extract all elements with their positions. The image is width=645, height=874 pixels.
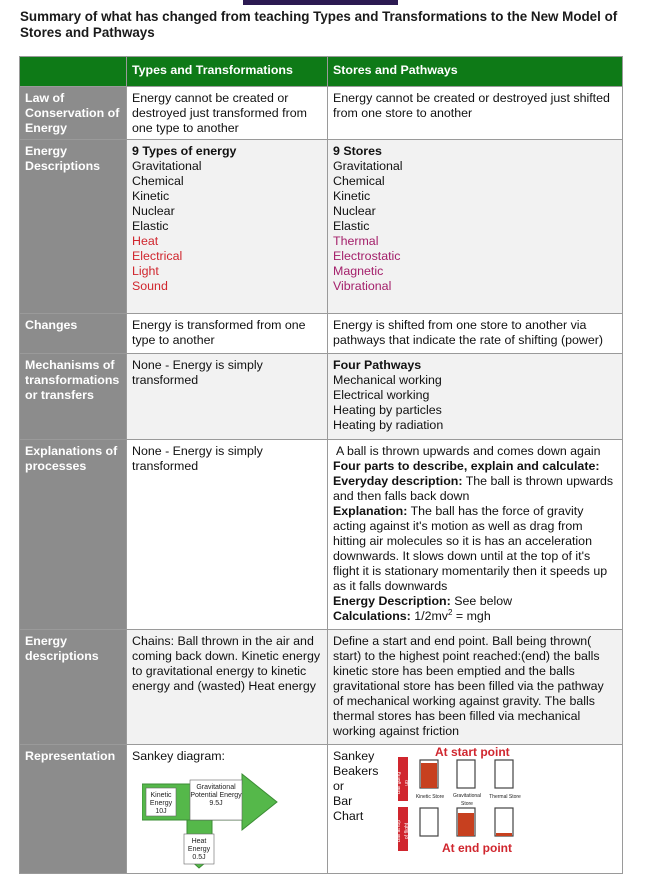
- calc-superscript: 2: [448, 607, 453, 617]
- table-header-row: [20, 57, 623, 87]
- sankey-gravitational-label: Gravitational Potential Energy 9.5J: [190, 784, 242, 807]
- sankey-kinetic-label: Kinetic Energy 10J: [149, 792, 173, 815]
- end-point-label: At end point: [442, 841, 512, 855]
- gravitational-store-label: Gravitational Store: [452, 793, 482, 807]
- explanation-text: The ball has the force of gravity acting against it's motion as well as drag from hitting air molecules so it is has an acceleration downwards. It slows down until at the top of it's flight it is stationary momentarily then it speeds up as it falls downwards: [333, 504, 608, 593]
- list-item: Sankey: [333, 749, 375, 763]
- header-blank: [20, 57, 127, 87]
- list-item: Nuclear: [132, 204, 175, 218]
- representation-types: [127, 745, 328, 874]
- explanations-stores: [328, 440, 623, 630]
- energy-descriptions-types: Chains: Ball thrown in the air and coming back down. Kinetic energy to gravitational energy to kinetic energy and (wasted) Heat energy: [127, 630, 328, 745]
- everyday-label: Everyday description:: [333, 474, 463, 488]
- law-stores: Energy cannot be created or destroyed just shifted from one store to another: [328, 87, 623, 140]
- ball-going-up-label: Ball going up: [396, 772, 410, 794]
- row-label-law: Law of Conservation of Energy: [20, 87, 127, 140]
- header-stores: Stores and Pathways: [328, 57, 623, 87]
- list-item: Thermal: [333, 234, 379, 248]
- everyday-description: [333, 474, 617, 504]
- energy-description: [333, 594, 617, 609]
- list-item: Bar: [333, 794, 353, 808]
- sankey-heat-label: Heat Energy 0.5J: [187, 838, 211, 861]
- list-item: Elastic: [132, 219, 169, 233]
- list-item: Beakers: [333, 764, 379, 778]
- table-row: [20, 440, 623, 630]
- thermal-store-label: Thermal Store: [489, 794, 521, 800]
- calc-label: Calculations:: [333, 609, 411, 623]
- energy-descriptions-stores: Define a start and end point. Ball being thrown( start) to the highest point reached:(end) the balls kinetic store has been emptied and the balls gravitational store has been filled via the pathway of mechanical working against gravity. The balls thermal stores has been filled via mechanical working against friction: [328, 630, 623, 745]
- row-label-energy-descriptions: Energy descriptions: [20, 630, 127, 745]
- list-item: Heat: [132, 234, 159, 248]
- row-label-representation: Representation: [20, 745, 127, 874]
- calc-text-b: = mgh: [455, 609, 491, 623]
- explanation-paragraph: [333, 504, 617, 594]
- four-parts-heading: Four parts to describe, explain and calculate:: [333, 459, 600, 473]
- table-row: [20, 314, 623, 354]
- explanation-label: Explanation:: [333, 504, 408, 518]
- kinetic-store-label: Kinetic Store: [415, 794, 445, 800]
- table-row: [20, 140, 623, 314]
- pathways-heading: Four Pathways: [333, 358, 422, 372]
- changes-stores: Energy is shifted from one store to another via pathways that indicate the rate of shifting (power): [328, 314, 623, 354]
- list-item: or: [333, 779, 345, 793]
- list-item: Chemical: [333, 174, 385, 188]
- list-item: Sound: [132, 279, 168, 293]
- mechanisms-types: None - Energy is simply transformed: [127, 354, 328, 440]
- list-item: Kinetic: [132, 189, 170, 203]
- table-row: [20, 354, 623, 440]
- top-accent-bar: [243, 0, 398, 5]
- explanation-intro: A ball is thrown upwards and comes down again: [336, 444, 601, 458]
- page-title: Summary of what has changed from teaching Types and Transformations to the New Model of Stores and Pathways: [20, 9, 618, 40]
- calc-text: 1/2mv: [414, 609, 449, 623]
- row-label-mechanisms: Mechanisms of transformations or transfers: [20, 354, 127, 440]
- list-item: Mechanical working: [333, 373, 442, 387]
- descriptions-stores: [328, 140, 623, 314]
- ball-top-label: Ball at top of flight: [396, 819, 410, 843]
- beakers-diagram: [396, 745, 615, 863]
- header-types: Types and Transformations: [127, 57, 328, 87]
- sankey-label: Sankey diagram:: [132, 749, 225, 763]
- list-item: Chart: [333, 809, 364, 823]
- descriptions-types: [127, 140, 328, 314]
- energy-desc-text: See below: [454, 594, 513, 608]
- list-item: Gravitational: [333, 159, 403, 173]
- list-item: Chemical: [132, 174, 184, 188]
- list-item: Heating by radiation: [333, 418, 444, 432]
- list-item: Light: [132, 264, 159, 278]
- list-item: Gravitational: [132, 159, 202, 173]
- representation-stores: [328, 745, 623, 874]
- sankey-diagram: [132, 772, 322, 870]
- everyday-text: The ball is thrown upwards and then falls back down: [333, 474, 614, 503]
- list-item: Electrostatic: [333, 249, 401, 263]
- mechanisms-stores: [328, 354, 623, 440]
- list-item: Heating by particles: [333, 403, 442, 417]
- row-label-explanations: Explanations of processes: [20, 440, 127, 630]
- start-point-label: At start point: [435, 745, 510, 759]
- energy-desc-label: Energy Description:: [333, 594, 451, 608]
- calculations: [333, 609, 617, 624]
- row-label-changes: Changes: [20, 314, 127, 354]
- list-item: Kinetic: [333, 189, 371, 203]
- stores-heading: 9 Stores: [333, 144, 382, 158]
- list-item: Electrical working: [333, 388, 430, 402]
- explanations-types: None - Energy is simply transformed: [127, 440, 328, 630]
- comparison-table: [19, 56, 623, 874]
- table-row: [20, 87, 623, 140]
- table-row: [20, 630, 623, 745]
- types-heading: 9 Types of energy: [132, 144, 237, 158]
- list-item: Elastic: [333, 219, 370, 233]
- changes-types: Energy is transformed from one type to another: [127, 314, 328, 354]
- law-types: Energy cannot be created or destroyed just transformed from one type to another: [127, 87, 328, 140]
- list-item: Nuclear: [333, 204, 376, 218]
- list-item: Vibrational: [333, 279, 392, 293]
- list-item: Magnetic: [333, 264, 384, 278]
- list-item: Electrical: [132, 249, 183, 263]
- row-label-descriptions: Energy Descriptions: [20, 140, 127, 314]
- table-row: [20, 745, 623, 874]
